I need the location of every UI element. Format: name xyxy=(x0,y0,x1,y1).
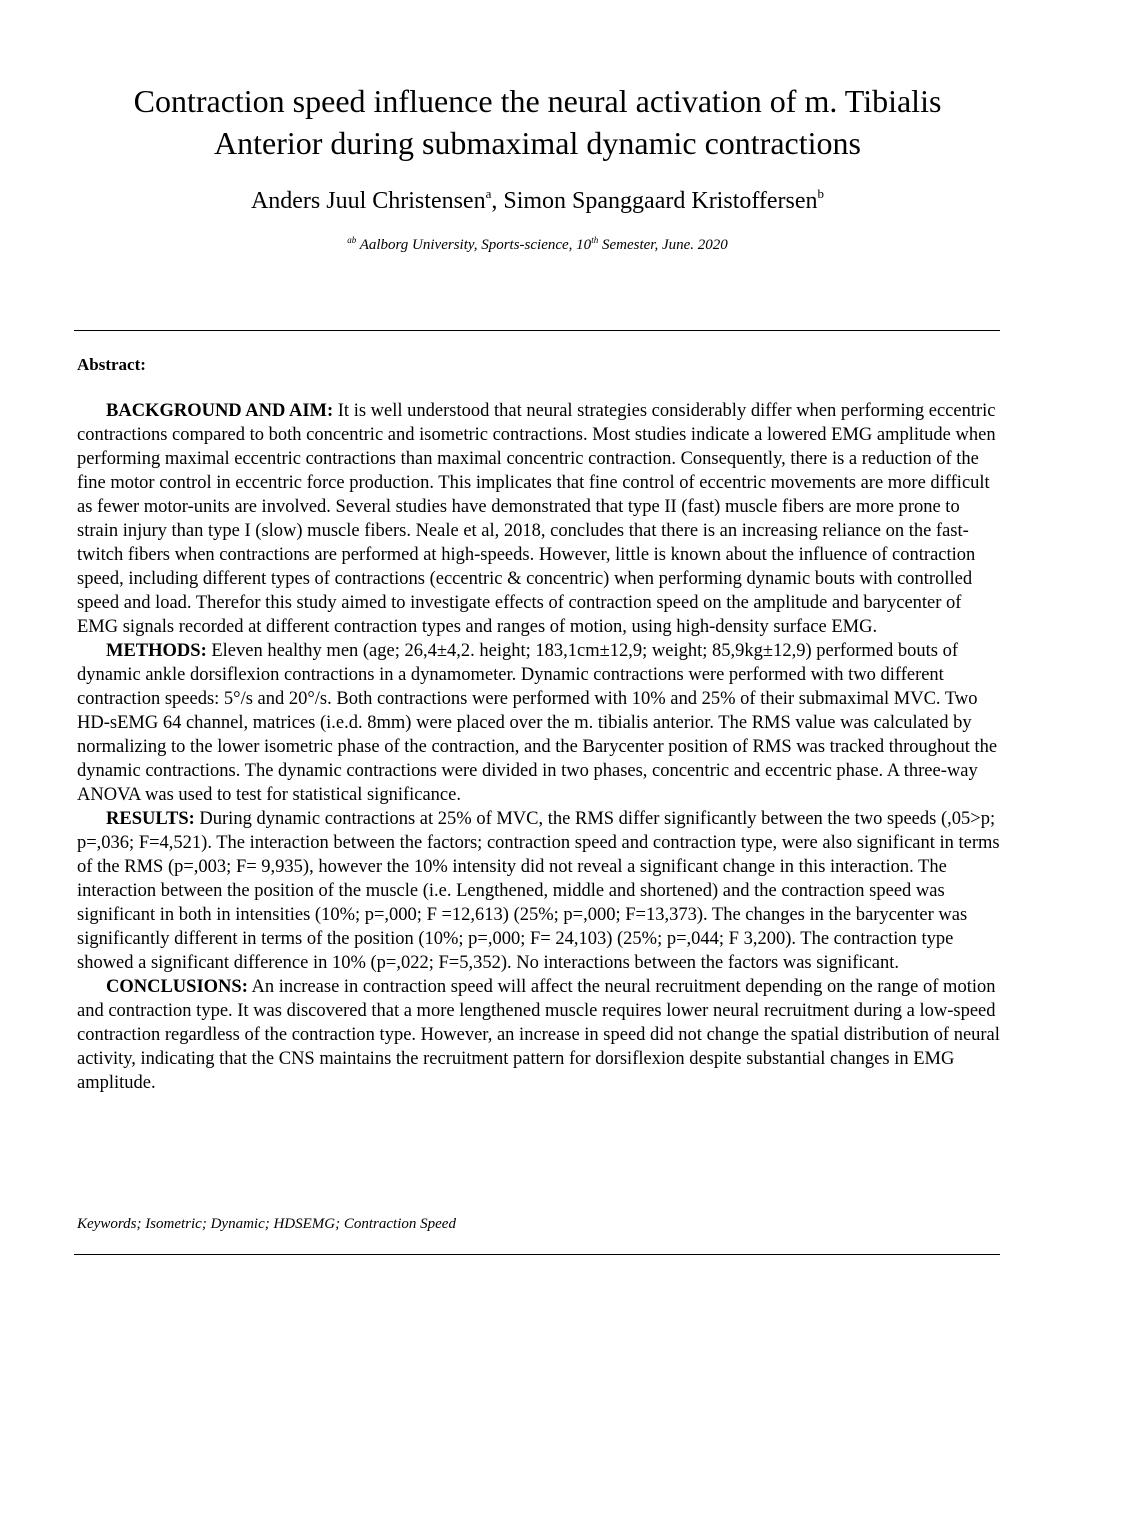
section-heading: RESULTS: xyxy=(106,809,195,829)
section-text: During dynamic contractions at 25% of MVC, the RMS differ significantly between the two speeds (,05>p; p=,036; F=4,521). The interaction between the factors; contraction speed and contraction type, were also significant in terms of the RMS (p=,003; F= 9,935), however the 10% intensity did not reveal a significant change in this interaction. The interaction between the position of the muscle (i.e. Lengthened, middle and shortened) and the contraction speed was significant in both in intensities (10%; p=,000; F =12,613) (25%; p=,000; F=13,373). The changes in the barycenter was significantly different in terms of the position (10%; p=,000; F= 24,103) (25%; p=,044; F 3,200). The contraction type showed a significant difference in 10% (p=,022; F=5,352). No interactions between the factors was significant. xyxy=(77,809,1000,973)
section-heading: CONCLUSIONS: xyxy=(106,977,248,997)
section-text: It is well understood that neural strategies considerably differ when performing eccentric contractions compared to both concentric and isometric contractions. Most studies indicate a lowered EMG amplitude when performing maximal eccentric contractions than maximal concentric contraction. Consequently, there is a reduction of the fine motor control in eccentric force production. This implicates that fine control of eccentric movements are more difficult as fewer motor-units are involved. Several studies have demonstrated that type II (fast) muscle fibers are more prone to strain injury than type I (slow) muscle fibers. Neale et al, 2018, concludes that there is an increasing reliance on the fast-twitch fibers when contractions are performed at high-speeds. However, little is known about the influence of contraction speed, including different types of contractions (eccentric & concentric) when performing dynamic bouts with controlled speed and load. Therefor this study aimed to investigate effects of contraction speed on the amplitude and barycenter of EMG signals recorded at different contraction types and ranges of motion, using high-density surface EMG. xyxy=(77,401,996,637)
abstract-paragraph-background xyxy=(77,399,1002,639)
abstract-paragraph-results xyxy=(77,807,1002,975)
section-text: An increase in contraction speed will affect the neural recruitment depending on the range of motion and contraction type. It was discovered that a more lengthened muscle requires lower neural recruitment during a low-speed contraction regardless of the contraction type. However, an increase in speed did not change the spatial distribution of neural activity, indicating that the CNS maintains the recruitment pattern for dorsiflexion despite substantial changes in EMG amplitude. xyxy=(77,977,1000,1093)
affiliation-mark: a xyxy=(485,186,492,201)
section-text: Eleven healthy men (age; 26,4±4,2. height; 183,1cm±12,9; weight; 85,9kg±12,9) performed bouts of dynamic ankle dorsiflexion contractions in a dynamometer. Dynamic contractions were performed with two different contraction speeds: 5°/s and 20°/s. Both contractions were performed with 10% and 25% of their submaximal MVC. Two HD-sEMG 64 channel, matrices (i.e.d. 8mm) were placed over the m. tibialis anterior. The RMS value was calculated by normalizing to the lower isometric phase of the contraction, and the Barycenter position of RMS was tracked throughout the dynamic contractions. The dynamic contractions were divided in two phases, concentric and eccentric phase. A three-way ANOVA was used to test for statistical significance. xyxy=(77,641,998,805)
ordinal-suffix: th xyxy=(591,235,599,245)
section-heading: BACKGROUND AND AIM: xyxy=(106,401,334,421)
bottom-divider xyxy=(74,1254,1000,1255)
abstract-heading: Abstract: xyxy=(77,355,146,374)
paper-title xyxy=(60,80,1015,164)
abstract-paragraph-conclusions xyxy=(77,975,1002,1095)
paper-title-line-2: Anterior during submaximal dynamic contractions xyxy=(214,125,861,161)
abstract-body xyxy=(77,399,1002,1095)
keywords-line: Keywords; Isometric; Dynamic; HDSEMG; Contraction Speed xyxy=(77,1216,456,1232)
affiliation-text: Aalborg University, Sports-science, 10 xyxy=(356,237,592,253)
author-name: Simon Spanggaard Kristoffersen xyxy=(503,188,818,214)
paper-title-line-1: Contraction speed influence the neural activation of m. Tibialis xyxy=(133,83,942,119)
section-heading: METHODS: xyxy=(106,641,207,661)
author-name: Anders Juul Christensen xyxy=(250,188,486,214)
affiliation-mark: b xyxy=(817,186,825,201)
affiliation-text-end: Semester, June. 2020 xyxy=(598,237,728,253)
author-separator: , xyxy=(491,188,504,214)
top-divider xyxy=(74,330,1000,331)
affiliation-marks: ab xyxy=(347,235,357,245)
abstract-paragraph-methods xyxy=(77,639,1002,807)
affiliation-line xyxy=(60,235,1015,255)
author-list xyxy=(60,185,1015,217)
